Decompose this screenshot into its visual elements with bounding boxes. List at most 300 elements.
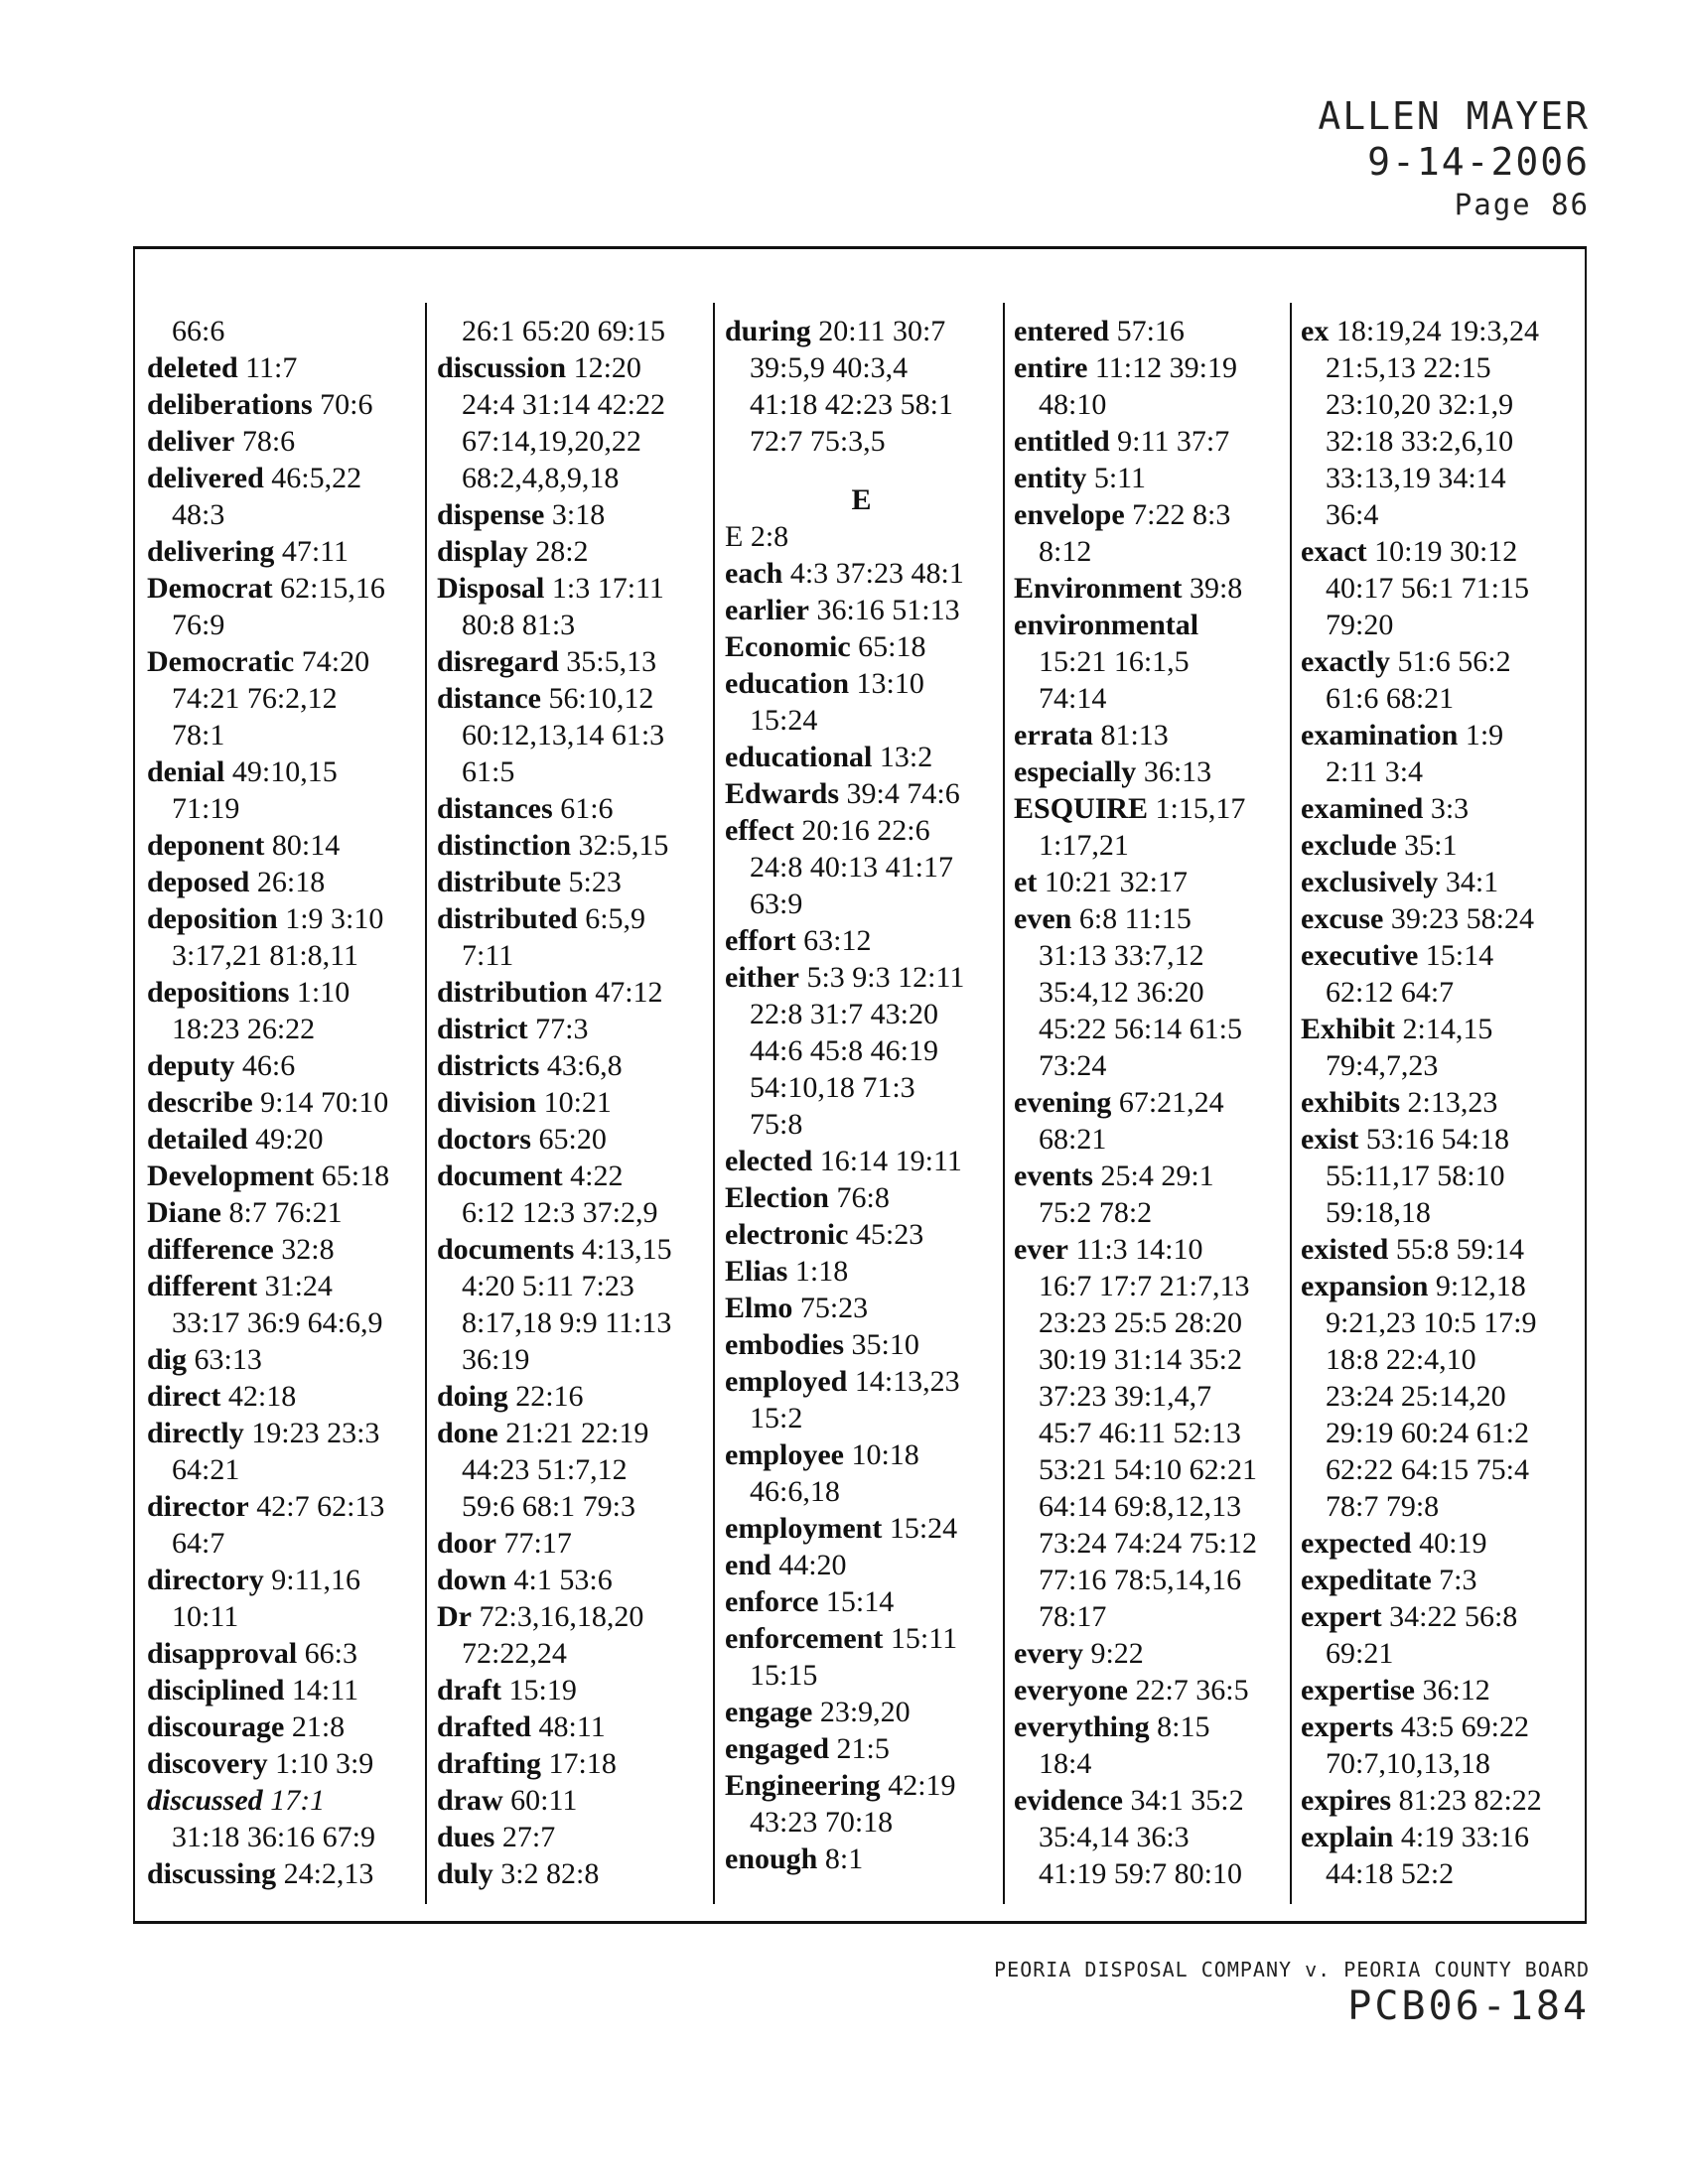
page-line-refs: 9:11,16 [271,1564,360,1596]
index-term: excuse [1301,902,1384,935]
index-entry [725,555,998,592]
index-term: down [437,1564,507,1596]
index-entry [437,1011,710,1047]
index-entry [147,753,420,790]
index-entry [1301,827,1574,864]
page-line-refs: 67:14,19,20,22 [462,425,641,458]
page-line-refs: 78:17 [1039,1600,1107,1633]
index-entry [1301,1121,1574,1158]
page-line-refs: 14:11 [291,1674,359,1706]
index-term: exclusively [1301,866,1439,898]
page-line-refs: 44:6 45:8 46:19 [750,1034,939,1067]
index-term: discovery [147,1747,268,1780]
page-line-refs: 21:21 22:19 [505,1417,649,1449]
page-line-refs: 44:23 51:7,12 [462,1453,628,1486]
page-line-refs: 68:2,4,8,9,18 [462,462,620,494]
index-term: deponent [147,829,265,862]
page-line-refs: 33:13,19 34:14 [1326,462,1506,494]
page-line-refs: 5:3 9:3 12:11 [806,961,965,994]
index-entry [147,1708,420,1745]
index-entry [725,922,998,959]
index-entry [1014,864,1287,900]
index-term: detailed [147,1123,248,1156]
index-entry [147,1047,420,1084]
index-entry-continuation [1014,1598,1287,1635]
index-term: exact [1301,535,1367,568]
index-term: elected [725,1145,813,1177]
index-term: entered [1014,315,1110,347]
page-line-refs: 1:17,21 [1039,829,1129,862]
page-line-refs: 10:18 [851,1438,919,1471]
index-entry-continuation [1014,643,1287,680]
page-line-refs: 44:20 [778,1549,847,1581]
index-entry [1301,937,1574,974]
page-line-refs: 78:6 [241,425,296,458]
index-entry [437,827,710,864]
index-term: documents [437,1233,575,1266]
page-line-refs: 31:13 33:7,12 [1039,939,1204,972]
page-line-refs: 70:6 [320,388,373,421]
page-line-refs: 63:12 [803,924,872,957]
page-line-refs: 4:3 37:23 48:1 [789,557,964,590]
index-entry-continuation [725,1657,998,1694]
index-entry-continuation [437,313,710,349]
index-entry [437,790,710,827]
index-entry [1301,717,1574,753]
page-line-refs: 26:1 65:20 69:15 [462,315,666,347]
page-line-refs: 46:5,22 [271,462,362,494]
page-line-refs: 76:9 [172,609,225,641]
index-entry [725,775,998,812]
index-term: employee [725,1438,844,1471]
page-line-refs: 37:23 39:1,4,7 [1039,1380,1212,1413]
index-entry-continuation [1301,460,1574,496]
page-line-refs: 81:13 [1100,719,1169,751]
index-term: exhibits [1301,1086,1401,1119]
index-entry [147,1378,420,1415]
page-line-refs: 10:21 [543,1086,612,1119]
page-line-refs: 1:9 3:10 [285,902,384,935]
page-line-refs: 54:10,18 71:3 [750,1071,915,1104]
page-number: Page 86 [1454,188,1590,221]
index-entry-continuation [437,607,710,643]
index-term: discussion [437,351,567,384]
index-entry [437,1708,710,1745]
index-term: Economic [725,630,851,663]
index-entry [437,1047,710,1084]
index-entry-continuation [1014,1562,1287,1598]
index-term: draft [437,1674,501,1706]
index-term: Environment [1014,572,1183,605]
page-line-refs: 9:12,18 [1435,1270,1526,1302]
index-term: document [437,1160,563,1192]
index-entry-continuation [147,1525,420,1562]
page-line-refs: 17:18 [548,1747,617,1780]
index-term: existed [1301,1233,1389,1266]
index-entry-continuation [437,1451,710,1488]
page-line-refs: 35:1 [1404,829,1458,862]
page-line-refs: 13:2 [879,741,933,773]
page-line-refs: 18:4 [1039,1747,1092,1780]
page-line-refs: 6:5,9 [585,902,646,935]
index-entry-continuation [1014,1268,1287,1304]
index-entry-continuation [147,1304,420,1341]
index-entry-continuation [147,313,420,349]
page-line-refs: 55:11,17 58:10 [1326,1160,1505,1192]
index-entry-continuation [1301,1047,1574,1084]
index-term: earlier [725,594,809,626]
page-line-refs: 39:8 [1189,572,1243,605]
index-term: educational [725,741,873,773]
page-line-refs: 63:13 [194,1343,262,1376]
page-line-refs: 8:12 [1039,535,1092,568]
page-line-refs: 15:14 [825,1585,895,1618]
page-line-refs: 53:16 54:18 [1365,1123,1509,1156]
index-entry [1014,607,1287,643]
page-line-refs: 2:8 [750,520,789,553]
index-entry-continuation [1014,1488,1287,1525]
index-entry [147,1635,420,1672]
index-entry-continuation [1014,680,1287,717]
index-term: envelope [1014,498,1125,531]
page-line-refs: 39:23 58:24 [1390,902,1534,935]
index-entry-continuation [725,1069,998,1106]
index-term: dig [147,1343,188,1376]
deposition-date: 9-14-2006 [1367,140,1590,184]
index-term: distribute [437,866,562,898]
page-line-refs: 41:18 42:23 58:1 [750,388,954,421]
index-term: Development [147,1160,315,1192]
index-term: employment [725,1512,883,1545]
index-term: discourage [147,1710,285,1743]
index-term: expert [1301,1600,1382,1633]
page-line-refs: 34:1 [1445,866,1499,898]
page-line-refs: 19:23 23:3 [251,1417,380,1449]
index-entry [147,1341,420,1378]
index-entry [437,1378,710,1415]
page-line-refs: 7:3 [1439,1564,1477,1596]
page-line-refs: 39:4 74:6 [846,777,960,810]
index-entry [725,1179,998,1216]
index-entry-continuation [147,1819,420,1855]
index-entry [437,1084,710,1121]
page-line-refs: 42:18 [227,1380,297,1413]
index-entry [437,1782,710,1819]
page-line-refs: 14:13,23 [854,1365,960,1398]
index-term: drafting [437,1747,541,1780]
index-term: Disposal [437,572,545,605]
page-line-refs: 31:18 36:16 67:9 [172,1821,376,1853]
index-term: Exhibit [1301,1013,1396,1045]
index-term: engaged [725,1732,829,1765]
index-entry-continuation [147,607,420,643]
index-entry [147,974,420,1011]
index-entry [437,643,710,680]
index-term: delivered [147,462,264,494]
page-line-refs: 36:16 51:13 [816,594,960,626]
page-line-refs: 11:12 39:19 [1094,351,1237,384]
page-line-refs: 8:15 [1157,1710,1210,1743]
page-line-refs: 7:11 [462,939,514,972]
page-line-refs: 5:23 [568,866,622,898]
index-term: distribution [437,976,588,1009]
index-term: each [725,557,783,590]
index-entry-continuation [1301,1635,1574,1672]
page-line-refs: 15:21 16:1,5 [1039,645,1190,678]
index-entry [725,1730,998,1767]
index-term: different [147,1270,258,1302]
page-line-refs: 75:8 [750,1108,803,1141]
index-term: doctors [437,1123,531,1156]
index-entry-continuation [1301,423,1574,460]
index-entry-continuation [1301,680,1574,717]
index-entry-continuation [725,1473,998,1510]
index-entry-continuation [725,996,998,1032]
index-term: engage [725,1696,813,1728]
index-entry [1301,1084,1574,1121]
page-line-refs: 11:3 14:10 [1075,1233,1203,1266]
page-line-refs: 3:17,21 81:8,11 [172,939,359,972]
page-line-refs: 23:24 25:14,20 [1326,1380,1506,1413]
index-entry-continuation [1014,1194,1287,1231]
index-entry [437,1525,710,1562]
page-line-refs: 21:5 [836,1732,890,1765]
index-term: executive [1301,939,1419,972]
index-entry-continuation [1301,1158,1574,1194]
page-line-refs: 9:11 37:7 [1117,425,1230,458]
page-line-refs: 61:5 [462,755,515,788]
page-line-refs: 15:24 [750,704,818,737]
index-entry [725,1620,998,1657]
index-entry [147,900,420,937]
index-term: denial [147,755,225,788]
page-line-refs: 45:23 [855,1218,924,1251]
page-line-refs: 67:21,24 [1118,1086,1224,1119]
index-entry [437,496,710,533]
index-entry-continuation [437,1304,710,1341]
index-entry-continuation [1014,386,1287,423]
index-term: effect [725,814,794,847]
page-line-refs: 2:13,23 [1407,1086,1498,1119]
page-line-refs: 73:24 [1039,1049,1107,1082]
index-entry [1301,643,1574,680]
index-entry [147,1158,420,1194]
index-term: ex [1301,315,1330,347]
index-entry-continuation [437,386,710,423]
index-entry [1301,1782,1574,1819]
page-line-refs: 30:19 31:14 35:2 [1039,1343,1243,1376]
index-term: even [1014,902,1072,935]
page-line-refs: 1:15,17 [1155,792,1246,825]
index-term: district [437,1013,528,1045]
index-entry-continuation [725,1032,998,1069]
index-term: division [437,1086,537,1119]
index-entry-continuation [725,702,998,739]
section-gap [725,460,998,481]
index-entry [725,1290,998,1326]
page-line-refs: 9:14 70:10 [260,1086,389,1119]
page-line-refs: 75:23 [799,1292,869,1324]
index-term: environmental [1014,609,1199,641]
index-entry [147,460,420,496]
page-line-refs: 15:24 [889,1512,958,1545]
index-term: E [725,520,744,553]
index-entry-continuation [437,717,710,753]
column-divider [1003,303,1005,1904]
column-divider [425,303,427,1904]
page-line-refs: 64:14 69:8,12,13 [1039,1490,1242,1523]
index-entry [437,1819,710,1855]
index-entry [147,1562,420,1598]
index-entry-continuation [1014,1011,1287,1047]
index-entry-continuation [437,1194,710,1231]
index-term: Elias [725,1255,788,1288]
page-line-refs: 46:6,18 [750,1475,840,1508]
page-line-refs: 69:21 [1326,1637,1394,1670]
index-entry [437,570,710,607]
page-line-refs: 43:6,8 [546,1049,623,1082]
index-entry [147,1194,420,1231]
page-line-refs: 1:18 [794,1255,849,1288]
index-entry [725,1143,998,1179]
index-term: Democrat [147,572,273,605]
page-line-refs: 1:10 [296,976,351,1009]
page-line-refs: 9:22 [1090,1637,1144,1670]
index-entry [437,974,710,1011]
page-line-refs: 20:16 22:6 [801,814,930,847]
index-entry [725,1841,998,1877]
index-entry-continuation [725,386,998,423]
index-entry-continuation [725,886,998,922]
page-line-refs: 21:8 [291,1710,346,1743]
index-term: directly [147,1417,244,1449]
page-line-refs: 15:19 [508,1674,577,1706]
page-line-refs: 34:22 56:8 [1389,1600,1518,1633]
index-entry-continuation [1014,1525,1287,1562]
page-line-refs: 1:10 3:9 [275,1747,374,1780]
index-entry [725,313,998,349]
index-term: entire [1014,351,1088,384]
index-entry-continuation [725,849,998,886]
page-line-refs: 55:8 59:14 [1395,1233,1524,1266]
index-entry-continuation [1301,1855,1574,1892]
index-entry [147,349,420,386]
index-entry-continuation [147,717,420,753]
page-line-refs: 4:1 53:6 [513,1564,613,1596]
page-line-refs: 77:17 [503,1527,572,1560]
index-entry-continuation [1301,607,1574,643]
page-line-refs: 66:3 [304,1637,358,1670]
index-entry [1301,864,1574,900]
index-term: deposition [147,902,278,935]
index-term: exist [1301,1123,1359,1156]
page-line-refs: 53:21 54:10 62:21 [1039,1453,1258,1486]
index-term: depositions [147,976,290,1009]
page-line-refs: 3:3 [1430,792,1470,825]
index-term: discussing [147,1857,277,1890]
page-line-refs: 43:5 69:22 [1400,1710,1529,1743]
index-entry [1014,423,1287,460]
page-line-refs: 48:11 [538,1710,606,1743]
index-entry-continuation [147,1451,420,1488]
index-entry-continuation [725,423,998,460]
index-entry [1014,1084,1287,1121]
index-entry [147,827,420,864]
page-line-refs: 1:3 17:11 [551,572,664,605]
index-term: enforce [725,1585,819,1618]
deponent-name: ALLEN MAYER [1318,94,1590,138]
index-entry [1014,1231,1287,1268]
index-term: deleted [147,351,238,384]
page-line-refs: 79:20 [1326,609,1394,641]
index-entry [1301,1562,1574,1598]
index-entry [437,349,710,386]
index-entry-continuation [147,937,420,974]
index-entry [1014,1635,1287,1672]
page-line-refs: 9:21,23 10:5 17:9 [1326,1306,1537,1339]
index-entry [1014,1782,1287,1819]
index-term: experts [1301,1710,1394,1743]
page-line-refs: 27:7 [501,1821,556,1853]
index-term: Engineering [725,1769,881,1802]
index-term: describe [147,1086,253,1119]
index-entry [725,628,998,665]
index-term: either [725,961,799,994]
index-entry [147,1268,420,1304]
index-entry [147,1084,420,1121]
page-line-refs: 2:11 3:4 [1326,755,1424,788]
page-line-refs: 78:1 [172,719,225,751]
index-entry [147,1231,420,1268]
index-column-5 [1301,313,1574,1892]
index-entry [725,812,998,849]
page-line-refs: 36:19 [462,1343,530,1376]
index-entry [437,900,710,937]
index-term: deputy [147,1049,235,1082]
page-line-refs: 59:6 68:1 79:3 [462,1490,636,1523]
index-term: disregard [437,645,559,678]
page-line-refs: 45:22 56:14 61:5 [1039,1013,1243,1045]
index-entry [1301,1525,1574,1562]
index-entry-continuation [1301,1378,1574,1415]
index-entry-continuation [725,349,998,386]
page-line-refs: 20:11 30:7 [818,315,946,347]
index-term: exclude [1301,829,1397,862]
page-line-refs: 2:14,15 [1402,1013,1493,1045]
index-entry-continuation [1301,349,1574,386]
index-term: everyone [1014,1674,1128,1706]
page-line-refs: 56:10,12 [548,682,654,715]
page-line-refs: 41:19 59:7 80:10 [1039,1857,1243,1890]
page-line-refs: 71:19 [172,792,240,825]
page-line-refs: 74:14 [1039,682,1107,715]
page-line-refs: 64:21 [172,1453,240,1486]
page-line-refs: 61:6 68:21 [1326,682,1455,715]
index-term: door [437,1527,496,1560]
index-entry-continuation [1301,1745,1574,1782]
index-entry-continuation [437,1268,710,1304]
index-entry [147,386,420,423]
page-line-refs: 5:11 [1093,462,1147,494]
index-term: discussed [147,1784,263,1817]
index-entry-continuation [147,680,420,717]
index-entry-continuation [1301,974,1574,1011]
index-term: especially [1014,755,1137,788]
index-column-2 [437,313,710,1892]
page-line-refs: 21:5,13 22:15 [1326,351,1491,384]
index-entry [147,570,420,607]
page-line-refs: 35:4,14 36:3 [1039,1821,1190,1853]
